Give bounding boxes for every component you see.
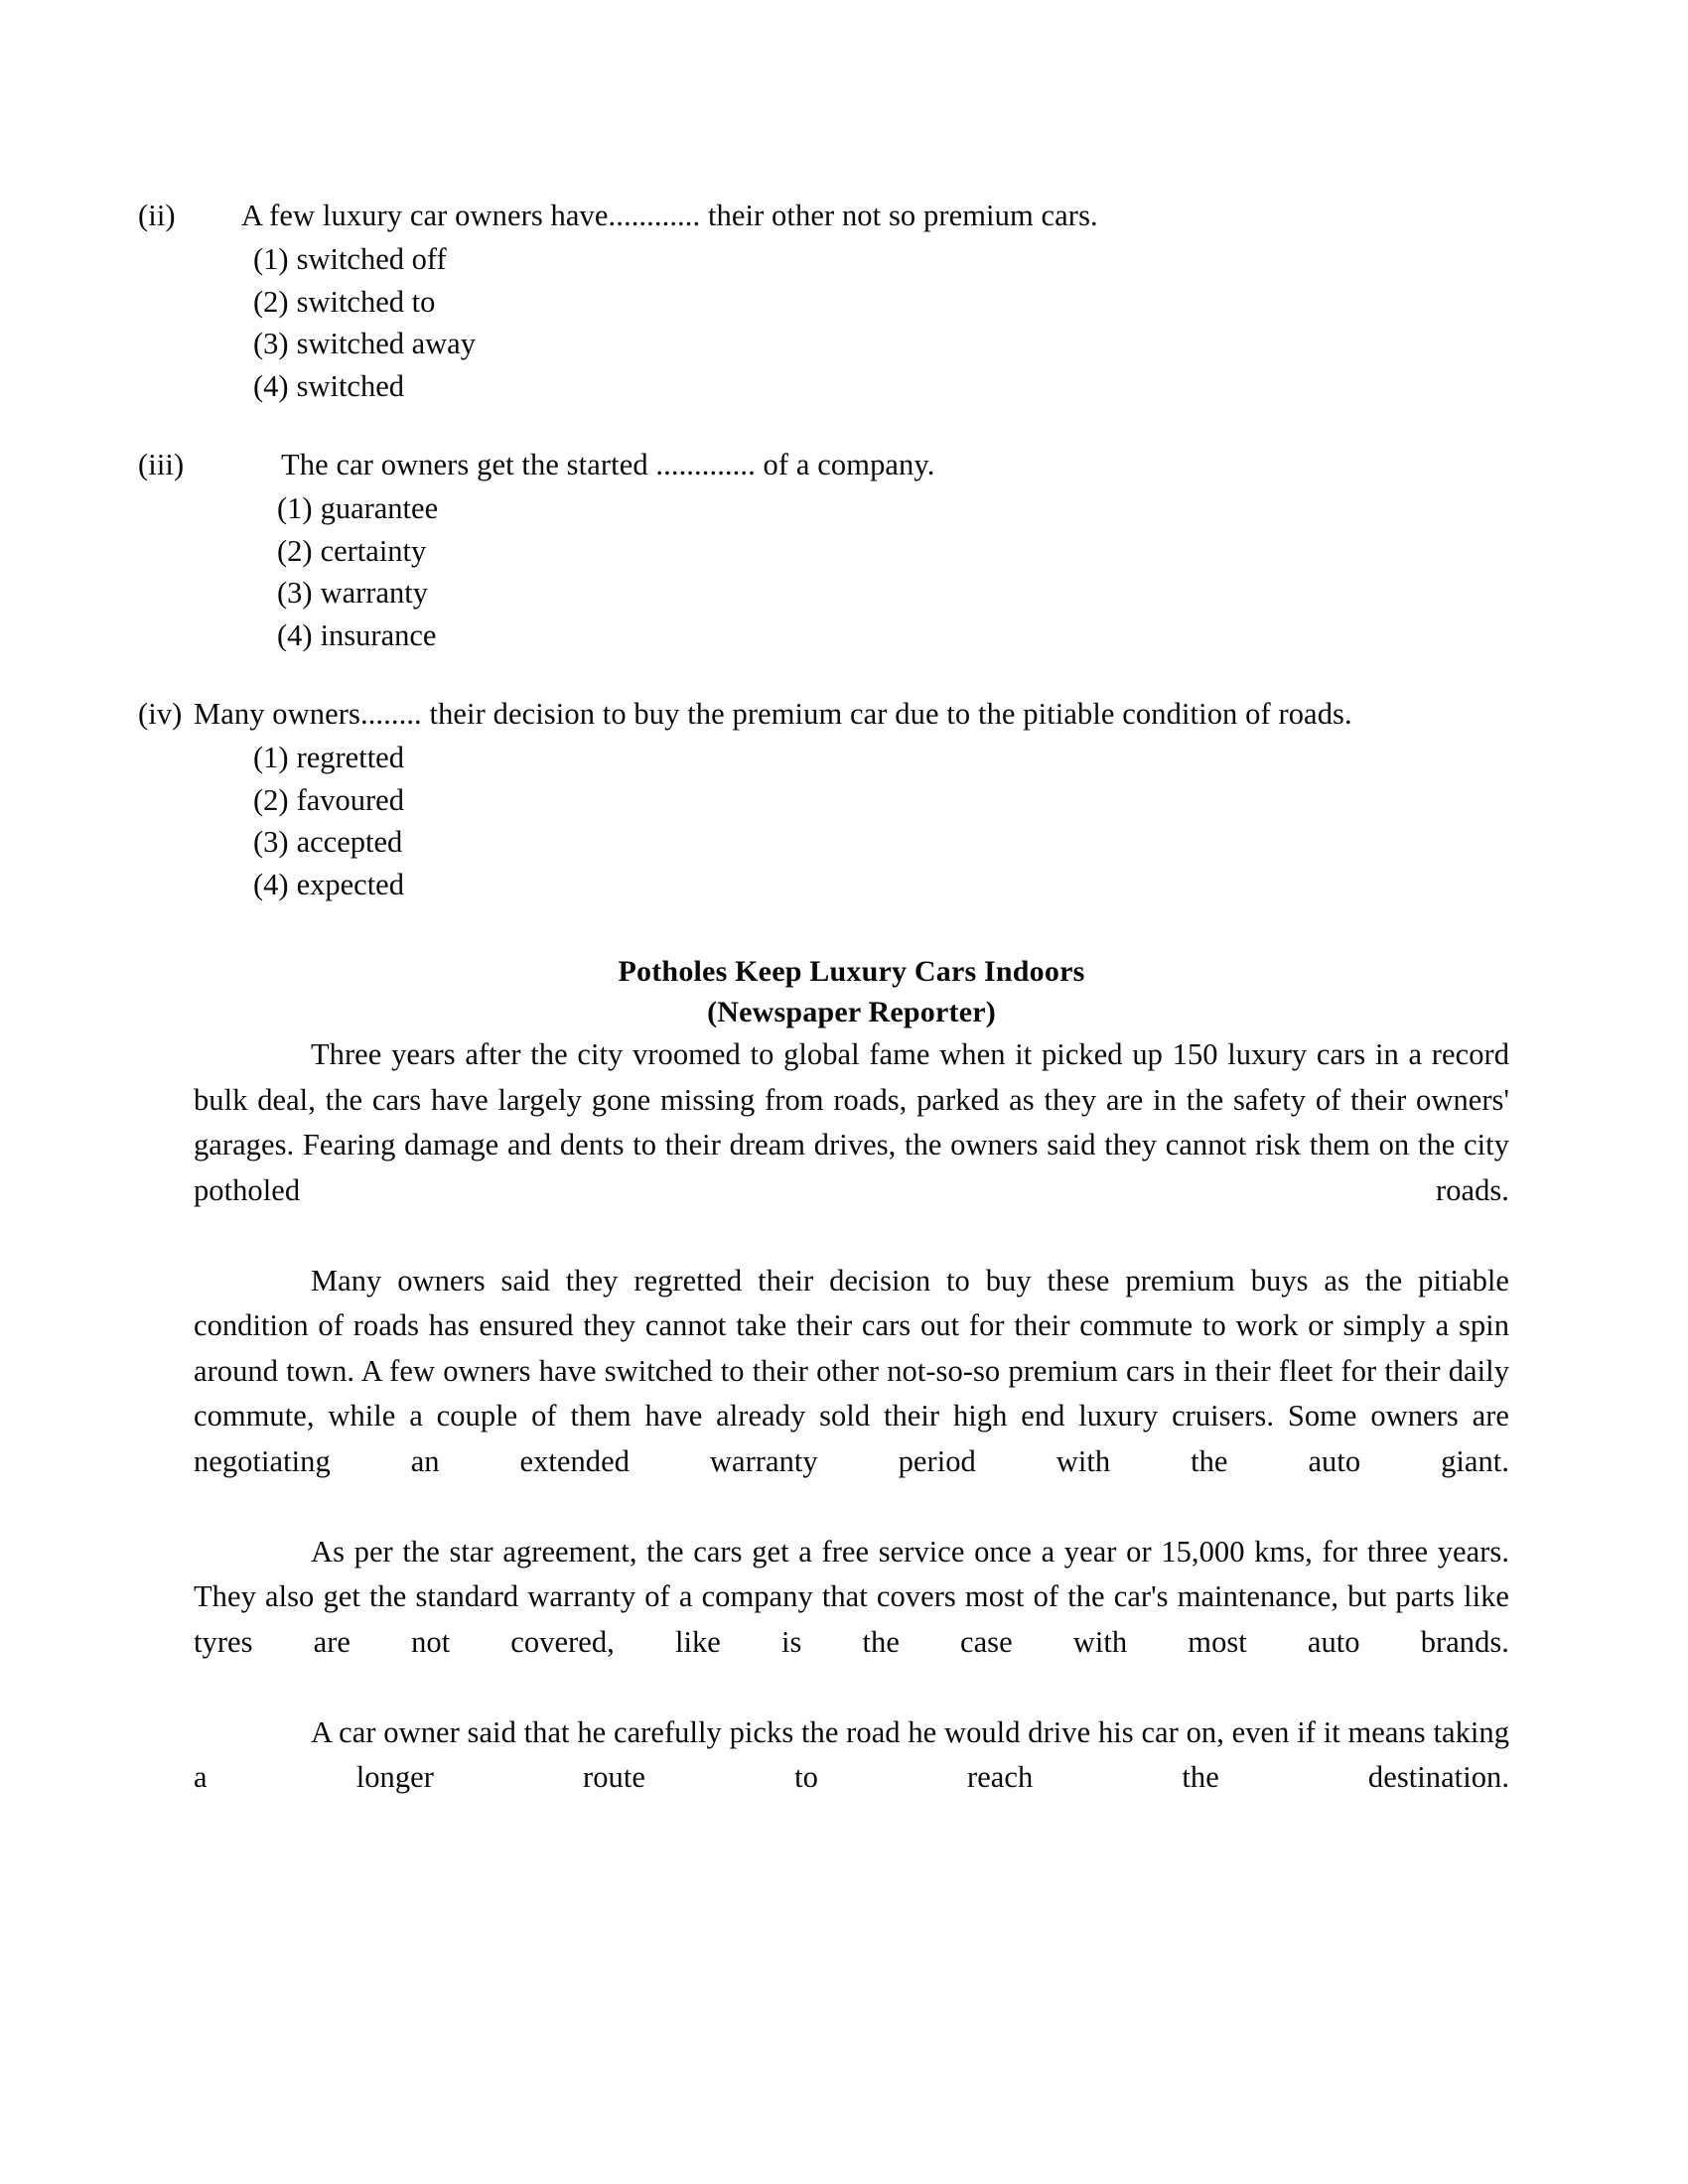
article-byline: (Newspaper Reporter) (707, 996, 996, 1028)
question-block-iii (138, 443, 1509, 656)
option-label: regretted (296, 741, 404, 774)
article-paragraph: Many owners said they regretted their decision to buy these premium buys as the pitiable condition of roads has ensured they cannot take their cars out for their commute to work or simply a spin around town. A few owners have switched to their other not-so-so premium cars in their fleet for their daily commute, while a couple of them have already sold their high end luxury cruisers. Some owners are negotiating an extended warranty period with the auto giant. (194, 1263, 1509, 1478)
option-list-ii (194, 238, 1509, 407)
option-label: insurance (320, 617, 437, 652)
option-item[interactable] (253, 365, 1509, 408)
document-content (138, 194, 1509, 1845)
option-label: switched to (296, 284, 436, 319)
option-item[interactable] (253, 323, 1509, 365)
option-list-iii (194, 487, 1509, 656)
question-block-iv (138, 692, 1509, 905)
option-item[interactable] (253, 779, 1509, 822)
spacer (194, 407, 1509, 443)
option-number: (3) (253, 327, 289, 360)
option-number: (4) (253, 867, 289, 901)
option-label: favoured (296, 782, 404, 817)
option-label: certainty (320, 533, 427, 568)
article-paragraph: A car owner said that he carefully picks the road he would drive his car on, even if it means taking a longer route to reach the destination. (194, 1714, 1509, 1794)
option-item[interactable] (277, 614, 1509, 657)
option-item[interactable] (253, 281, 1509, 324)
option-label: accepted (296, 825, 403, 859)
option-number: (1) (253, 242, 289, 276)
question-stem-ii (138, 194, 1509, 238)
question-marker-iii: (iii) (138, 448, 185, 481)
question-stem-iv: (iv) Many owners........ their decision to buy the premium car due to the pitiable condition of roads. (138, 697, 1352, 731)
option-item[interactable] (253, 864, 1509, 906)
question-stem-text-iii: The car owners get the started ............. of a company. (281, 448, 935, 481)
option-number: (2) (277, 533, 313, 568)
option-item[interactable] (277, 530, 1509, 573)
option-label: expected (296, 867, 404, 901)
option-label: warranty (320, 576, 428, 610)
option-label: switched off (296, 242, 447, 276)
question-stem-text-ii: A few luxury car owners have............ their other not so premium cars. (241, 199, 1098, 232)
option-item[interactable] (277, 572, 1509, 614)
option-label: guarantee (320, 491, 439, 525)
option-number: (2) (253, 284, 289, 319)
article-paragraph: Three years after the city vroomed to global fame when it picked up 150 luxury cars in a record bulk deal, the cars have largely gone missing from roads, parked as they are in the safety of their owners' garages. Fearing damage and dents to their dream drives, the owners said they cannot risk them on the city potholed roads. (194, 1037, 1509, 1207)
spacer (194, 905, 1509, 951)
option-item[interactable] (277, 487, 1509, 530)
option-number: (3) (277, 576, 313, 610)
option-number: (4) (253, 368, 289, 403)
option-label: switched away (296, 327, 476, 360)
question-block-ii (138, 194, 1509, 407)
option-label: switched (296, 368, 404, 403)
option-number: (2) (253, 782, 289, 817)
question-stem-iii (138, 443, 1509, 487)
option-list-iv (194, 737, 1509, 905)
question-marker-ii: (ii) (138, 199, 176, 232)
option-item[interactable] (253, 737, 1509, 779)
option-item[interactable] (253, 821, 1509, 864)
article-paragraph: As per the star agreement, the cars get a free service once a year or 15,000 kms, for three years. They also get the standard warranty of a company that covers most of the car's maintenance, but parts like tyres are not covered, like is the case with most auto brands. (194, 1534, 1509, 1659)
option-number: (4) (277, 617, 313, 652)
option-number: (1) (253, 741, 289, 774)
option-item[interactable] (253, 238, 1509, 281)
article-title: Potholes Keep Luxury Cars Indoors (618, 955, 1085, 988)
option-number: (1) (277, 491, 313, 525)
question-stem-text-iv: Many owners........ their decision to buy the premium car due to the pitiable condition of roads. (194, 697, 1352, 731)
spacer (194, 656, 1509, 692)
option-number: (3) (253, 825, 289, 859)
